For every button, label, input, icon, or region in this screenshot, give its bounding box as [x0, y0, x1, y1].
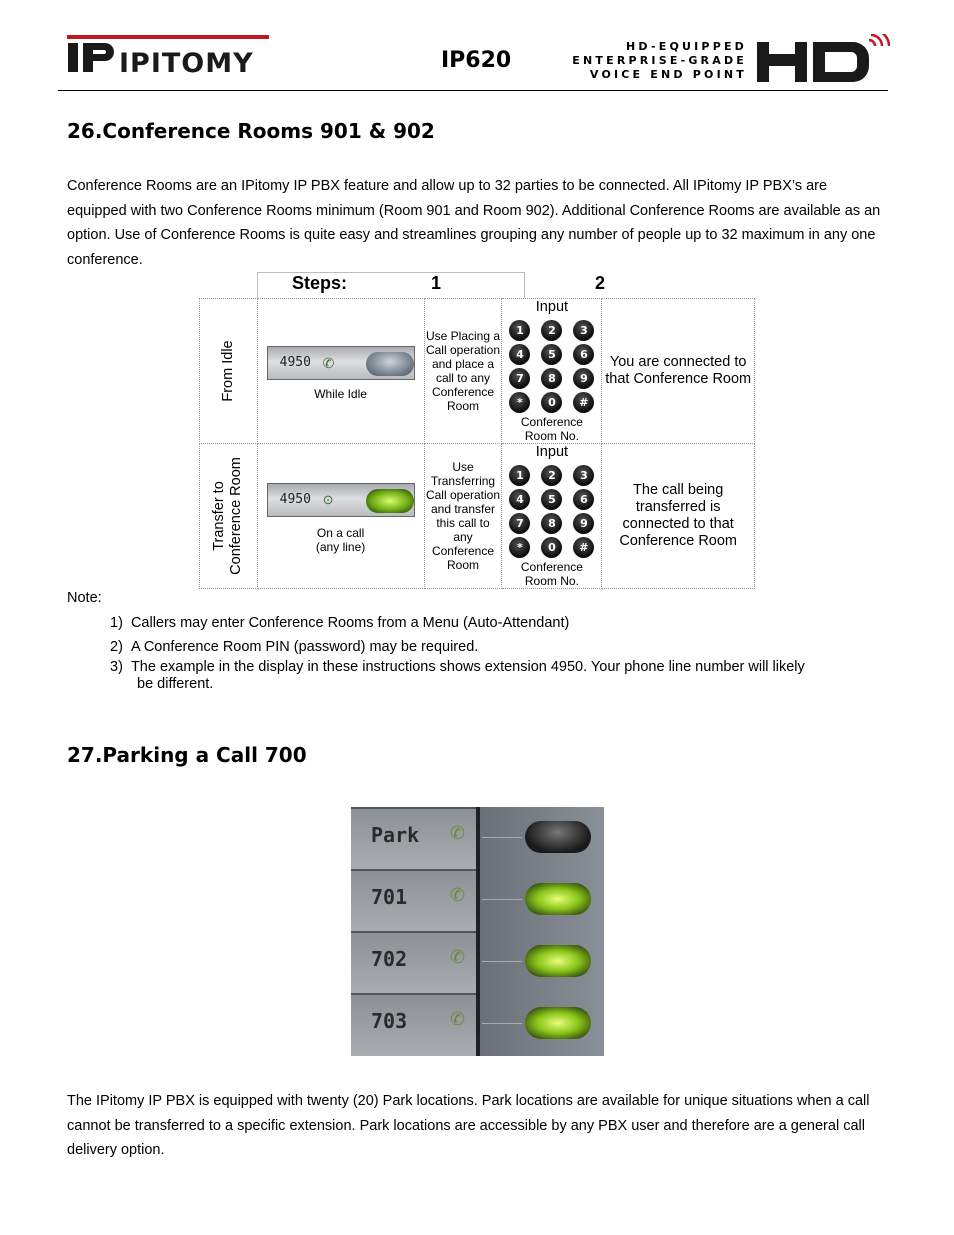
- table-row: [200, 444, 755, 589]
- note-continuation: be different.: [137, 676, 214, 692]
- header-rule: [58, 90, 888, 91]
- handset-icon: ✆: [450, 885, 466, 905]
- display-caption-line-1: On a call: [316, 526, 365, 540]
- result-cell: [602, 444, 755, 589]
- park-led-green: [525, 883, 591, 915]
- park-led-green: [525, 945, 591, 977]
- led-lead-line: [482, 1023, 522, 1024]
- note-label: Note:: [67, 590, 102, 606]
- result-cell: [602, 299, 755, 444]
- handset-icon: ✆: [450, 1009, 466, 1029]
- note-text: The example in the display in these instructions shows extension 4950. Your phone line number will likely: [130, 659, 805, 675]
- keypad-cell: [502, 444, 602, 589]
- phone-display-idle: [267, 346, 415, 380]
- row-label-transfer: [211, 457, 245, 575]
- note-number: 3): [110, 659, 123, 675]
- park-led-off: [525, 821, 591, 853]
- steps-table: [199, 298, 755, 589]
- key-7-icon: 7: [509, 513, 530, 534]
- row-label-cell: [200, 299, 258, 444]
- park-key-row: [351, 931, 476, 993]
- phone-display-on-call: [267, 483, 415, 517]
- led-lead-line: [482, 837, 522, 838]
- park-key-row: [351, 993, 476, 1056]
- row-label-cell: [200, 444, 258, 589]
- handset-icon: ✆: [450, 947, 466, 967]
- section-27-paragraph: The IPitomy IP PBX is equipped with twenty (20) Park locations. Park locations are available for unique situations when a call cannot be transferred to a specific extension. Park locations are accessible by any PBX user and therefore are a general call delivery option.: [67, 1093, 870, 1158]
- tagline-line-2: ENTERPRISE-GRADE: [572, 54, 747, 67]
- keypad-icon: [502, 320, 601, 413]
- key-3-icon: 3: [573, 320, 594, 341]
- key-7-icon: 7: [509, 368, 530, 389]
- line-led-off: [366, 352, 414, 376]
- row-label-from-idle: From Idle: [220, 340, 237, 402]
- key-1-icon: 1: [509, 320, 530, 341]
- step-1-number: 1: [431, 273, 442, 293]
- park-key-row: [351, 869, 476, 931]
- section-26-heading: 26.Conference Rooms 901 & 902: [67, 119, 435, 143]
- tagline-line-3: VOICE END POINT: [589, 68, 747, 81]
- display-caption: While Idle: [314, 387, 367, 401]
- key-0-icon: 0: [541, 537, 562, 558]
- key-4-icon: 4: [509, 344, 530, 365]
- led-lead-line: [482, 899, 522, 900]
- instruction-cell: [424, 299, 502, 444]
- tagline-line-1: HD-EQUIPPED: [626, 40, 747, 53]
- instruction-text: Use Placing a Call operation and place a call to any Conference Room: [425, 329, 501, 413]
- keypad-cell: [502, 299, 602, 444]
- line-led-green: [366, 489, 414, 513]
- key-5-icon: 5: [541, 489, 562, 510]
- display-cell: [257, 444, 424, 589]
- key-4-icon: 4: [509, 489, 530, 510]
- display-cell: [257, 299, 424, 444]
- note-number: 2): [110, 639, 123, 655]
- active-call-icon: ⊙: [322, 492, 334, 507]
- company-logo: [67, 33, 272, 75]
- note-number: 1): [110, 615, 123, 631]
- key-1-icon: 1: [509, 465, 530, 486]
- hd-logo-graphic: [755, 34, 890, 82]
- key-star-icon: *: [509, 392, 530, 413]
- key-6-icon: 6: [573, 344, 594, 365]
- row-label-line-2: Conference Room: [228, 457, 245, 575]
- steps-label: Steps:: [292, 273, 348, 293]
- park-led-green: [525, 1007, 591, 1039]
- keypad-caption: Conference Room No.: [520, 415, 583, 443]
- ipitomy-logo-graphic: [67, 33, 272, 75]
- key-2-icon: 2: [541, 320, 562, 341]
- section-26-paragraph: Conference Rooms are an IPitomy IP PBX feature and allow up to 32 parties to be connected. All IPitomy IP PBX’s are equipped with two Conference Rooms minimum (Room 901 and Room 902). Additional Conference Rooms are available as an option. Use of Conference Rooms is quite easy and streamlines grouping any number of people up to 32 maximum in any one conference.: [67, 178, 881, 268]
- section-27-heading: 27.Parking a Call 700: [67, 743, 307, 767]
- key-0-icon: 0: [541, 392, 562, 413]
- led-lead-line: [482, 961, 522, 962]
- key-2-icon: 2: [541, 465, 562, 486]
- key-6-icon: 6: [573, 489, 594, 510]
- note-item: [110, 659, 880, 676]
- input-label: Input: [535, 444, 569, 460]
- park-key-label: 702: [371, 947, 408, 971]
- park-keys-photo: [351, 807, 604, 1056]
- result-text: The call being transferred is connected to that Conference Room: [619, 482, 738, 549]
- keypad-caption: Conference Room No.: [520, 560, 583, 588]
- svg-text:IPITOMY: IPITOMY: [119, 48, 254, 75]
- key-3-icon: 3: [573, 465, 594, 486]
- key-8-icon: 8: [541, 368, 562, 389]
- keypad-icon: [502, 465, 601, 558]
- handset-icon: ✆: [322, 355, 335, 371]
- park-key-label: 701: [371, 885, 408, 909]
- park-key-label: Park: [371, 823, 420, 847]
- display-extension: 4950: [279, 355, 311, 370]
- model-title: IP620: [441, 48, 512, 73]
- park-key-row: [351, 807, 476, 869]
- step-2-number: 2: [595, 273, 606, 293]
- table-row: [200, 299, 755, 444]
- display-caption-line-2: (any line): [315, 540, 366, 554]
- row-label-line-1: Transfer to: [211, 481, 228, 551]
- note-text: A Conference Room PIN (password) may be required.: [130, 639, 479, 655]
- display-caption: [258, 526, 424, 554]
- park-key-label: 703: [371, 1009, 408, 1033]
- note-item: [110, 615, 569, 632]
- instruction-text: Use Transferring Call operation and transfer this call to any Conference Room: [425, 460, 501, 572]
- result-text: You are connected to that Conference Room: [605, 354, 752, 387]
- key-9-icon: 9: [573, 513, 594, 534]
- note-text: Callers may enter Conference Rooms from a Menu (Auto-Attendant): [130, 615, 570, 631]
- key-8-icon: 8: [541, 513, 562, 534]
- input-label: Input: [535, 299, 569, 315]
- key-5-icon: 5: [541, 344, 562, 365]
- key-hash-icon: #: [573, 392, 594, 413]
- instruction-cell: [424, 444, 502, 589]
- key-9-icon: 9: [573, 368, 594, 389]
- tagline: [560, 40, 747, 82]
- handset-icon: ✆: [450, 823, 466, 843]
- key-star-icon: *: [509, 537, 530, 558]
- note-item: [110, 639, 478, 656]
- display-extension: 4950: [279, 492, 311, 507]
- key-hash-icon: #: [573, 537, 594, 558]
- hd-logo: [755, 34, 890, 82]
